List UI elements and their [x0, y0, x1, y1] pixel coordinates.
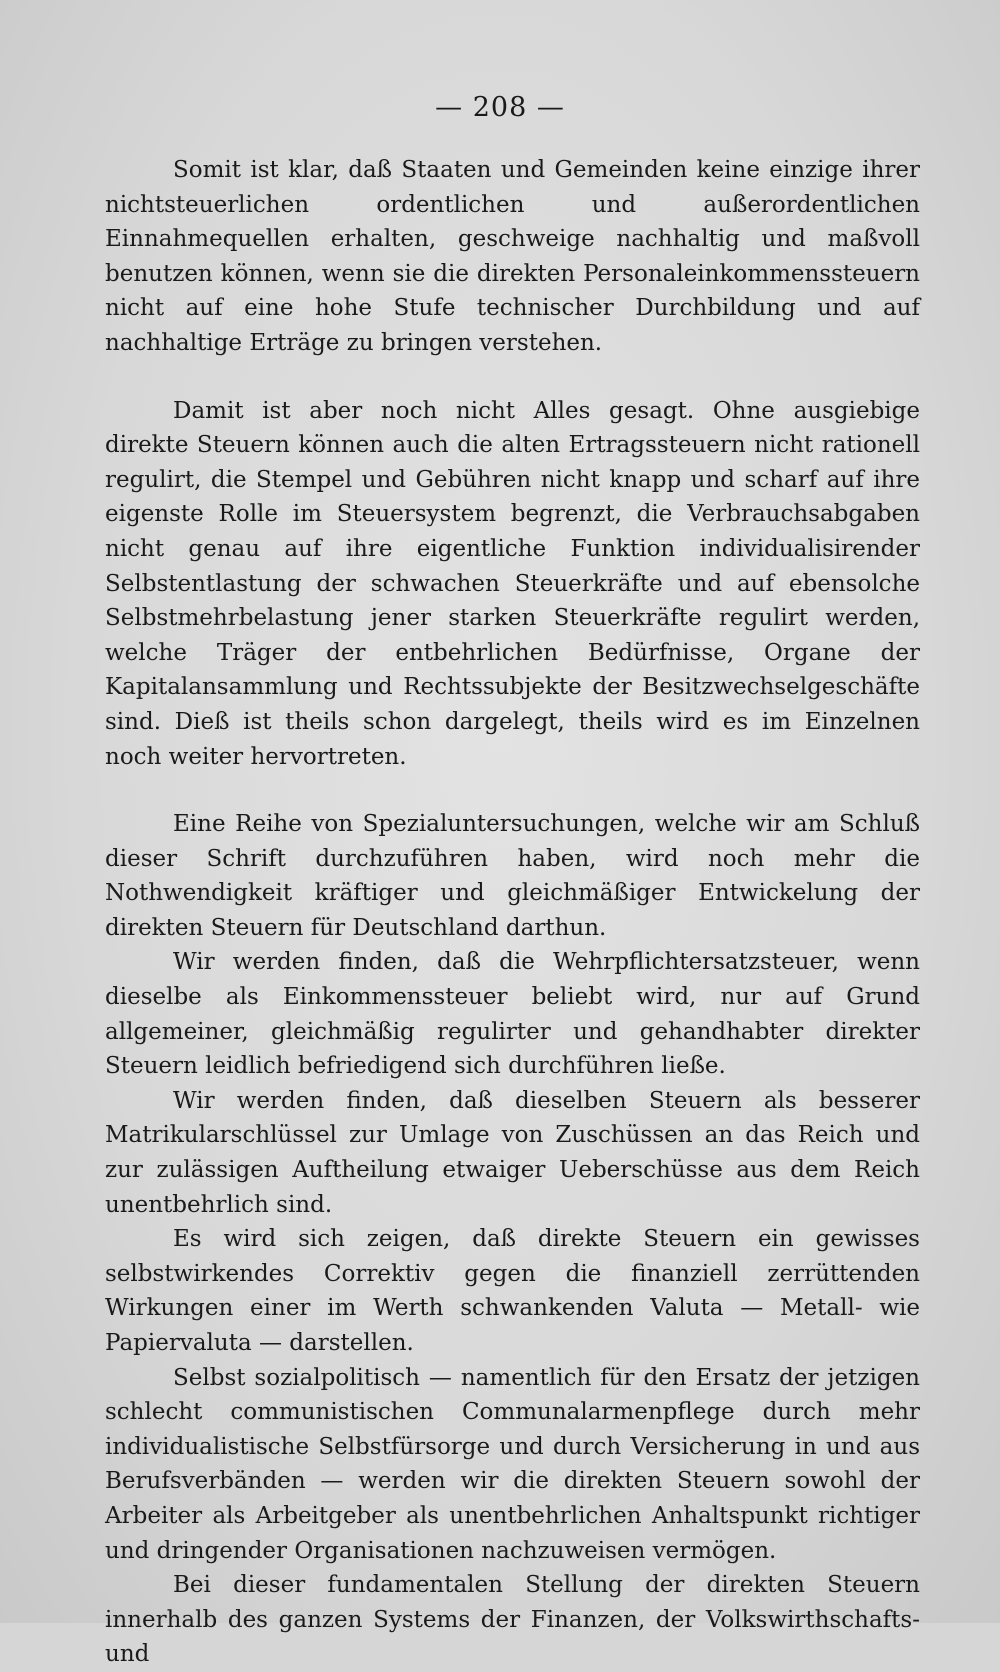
paragraph-1: Somit ist klar, daß Staaten und Gemeinden keine einzige ihrer nichtsteuerlichen ordentlichen und außerordentlichen Einnahmequellen erhalten, geschweige nachhaltig und maßvoll benutzen können, wenn sie die direkten Personaleinkommenssteuern nicht auf eine hohe Stufe technischer Durchbildung und auf nachhaltige Erträge zu bringen verstehen. — [105, 157, 920, 356]
paragraph-6: Es wird sich zeigen, daß direkte Steuern ein gewisses selbstwirkendes Correktiv gegen die finanziell zerrüttenden Wirkungen einer im Werth schwankenden Valuta — Metall- wie Papiervaluta — darstellen. — [105, 1226, 920, 1356]
body-text — [105, 153, 920, 1672]
paragraph-5: Wir werden finden, daß dieselben Steuern als besserer Matrikularschlüssel zur Umlage von Zuschüssen an das Reich und zur zulässigen Auftheilung etwaiger Ueberschüsse aus dem Reich unentbehrlich sind. — [105, 1087, 920, 1218]
paragraph-4: Wir werden finden, daß die Wehrpflichtersatzsteuer, wenn dieselbe als Einkommenssteuer beliebt wird, nur auf Grund allgemeiner, gleichmäßig regulirter und gehandhabter direkter Steuern leidlich befriedigend sich durchführen ließe. — [105, 949, 920, 1080]
paragraph-3: Eine Reihe von Spezialuntersuchungen, welche wir am Schluß dieser Schrift durchzuführen haben, wird noch mehr die Nothwendigkeit kräftiger und gleichmäßiger Entwickelung der direkten Steuern für Deutschland darthun. — [105, 811, 920, 941]
paragraph-7: Selbst sozialpolitisch — namentlich für den Ersatz der jetzigen schlecht communistischen Communalarmenpflege durch mehr individualistische Selbstfürsorge und durch Versicherung in und aus Berufsverbänden — werden wir die direkten Steuern sowohl der Arbeiter als Arbeitgeber als unentbehrlichen Anhaltspunkt richtiger und dringender Organisationen nachzuweisen vermögen. — [105, 1364, 920, 1564]
paragraph-8: Bei dieser fundamentalen Stellung der direkten Steuern innerhalb des ganzen Systems der Finanzen, der Volkswirthschafts- und — [105, 1572, 920, 1668]
paragraph-2: Damit ist aber noch nicht Alles gesagt. Ohne ausgiebige direkte Steuern können auch die alten Ertragssteuern nicht rationell regulirt, die Stempel und Gebühren nicht knapp und scharf auf ihre eigenste Rolle im Steuersystem begrenzt, die Verbrauchsabgaben nicht genau auf ihre eigentliche Funktion individualisirender Selbstentlastung der schwachen Steuerkräfte und auf ebensolche Selbstmehrbelastung jener starken Steuerkräfte regulirt werden, welche Träger der entbehrlichen Bedürfnisse, Organe der Kapitalansammlung und Rechtssubjekte der Besitzwechselgeschäfte sind. Dieß ist theils schon dargelegt, theils wird es im Einzelnen noch weiter hervortreten. — [105, 397, 920, 770]
page-number: — 208 — — [435, 92, 565, 123]
